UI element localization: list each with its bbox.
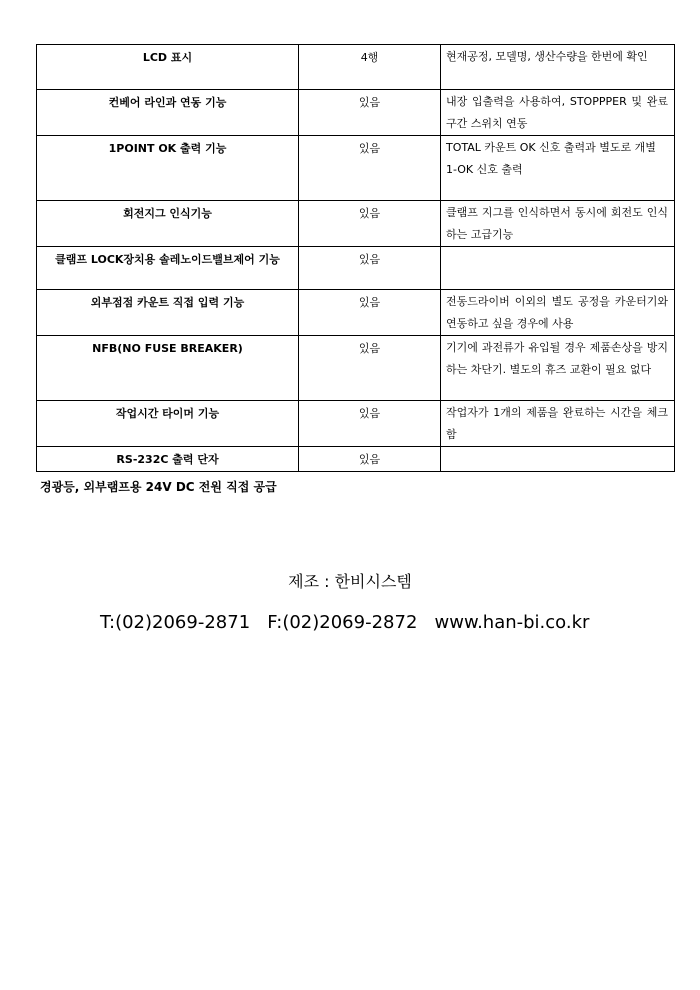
table-row <box>37 247 675 290</box>
contact-line: T:(02)2069-2871 F:(02)2069-2872 www.han-bi.co.kr <box>100 612 590 633</box>
description-cell <box>441 136 675 201</box>
feature-cell: 컨베어 라인과 연동 기능 <box>37 90 299 136</box>
table-row <box>37 201 675 247</box>
description-cell <box>441 247 675 290</box>
table-row <box>37 45 675 90</box>
table-row <box>37 290 675 336</box>
table-row <box>37 447 675 472</box>
description-line: 1-OK 신호 출력 <box>446 163 523 176</box>
value-cell: 있음 <box>299 201 441 247</box>
description-cell <box>441 447 675 472</box>
feature-cell: 회전지그 인식기능 <box>37 201 299 247</box>
table-row <box>37 136 675 201</box>
description-cell: 전동드라이버 이외의 별도 공정을 카운터기와 연동하고 싶을 경우에 사용 <box>441 290 675 336</box>
feature-cell: RS-232C 출력 단자 <box>37 447 299 472</box>
description-cell: 기기에 과전류가 유입될 경우 제품손상을 방지하는 차단기. 별도의 휴즈 교환이 필요 없다 <box>441 336 675 401</box>
feature-cell: 클램프 LOCK장치용 솔레노이드밸브제어 기능 <box>37 247 299 290</box>
feature-cell: NFB(NO FUSE BREAKER) <box>37 336 299 401</box>
power-supply-note: 경광등, 외부램프용 24V DC 전원 직접 공급 <box>40 480 277 494</box>
value-cell: 있음 <box>299 447 441 472</box>
table-row <box>37 336 675 401</box>
value-cell: 있음 <box>299 247 441 290</box>
description-line: TOTAL 카운트 OK 신호 출력과 별도로 개별 <box>446 141 656 154</box>
table-row <box>37 90 675 136</box>
description-cell: 클램프 지그를 인식하면서 동시에 회전도 인식하는 고급기능 <box>441 201 675 247</box>
feature-cell: 1POINT OK 출력 기능 <box>37 136 299 201</box>
feature-cell: 외부점점 카운트 직접 입력 기능 <box>37 290 299 336</box>
value-cell: 4행 <box>299 45 441 90</box>
feature-cell: 작업시간 타이머 기능 <box>37 401 299 447</box>
value-cell: 있음 <box>299 290 441 336</box>
description-cell: 현재공정, 모델명, 생산수량을 한번에 확인 <box>441 45 675 90</box>
spec-table <box>36 44 675 472</box>
value-cell: 있음 <box>299 401 441 447</box>
table-row <box>37 401 675 447</box>
manufacturer-line: 제조 : 한비시스템 <box>288 572 412 591</box>
description-cell: 내장 입출력을 사용하여, STOPPPER 및 완료 구간 스위치 연동 <box>441 90 675 136</box>
value-cell: 있음 <box>299 336 441 401</box>
feature-cell: LCD 표시 <box>37 45 299 90</box>
value-cell: 있음 <box>299 136 441 201</box>
description-cell: 작업자가 1개의 제품을 완료하는 시간을 체크함 <box>441 401 675 447</box>
value-cell: 있음 <box>299 90 441 136</box>
